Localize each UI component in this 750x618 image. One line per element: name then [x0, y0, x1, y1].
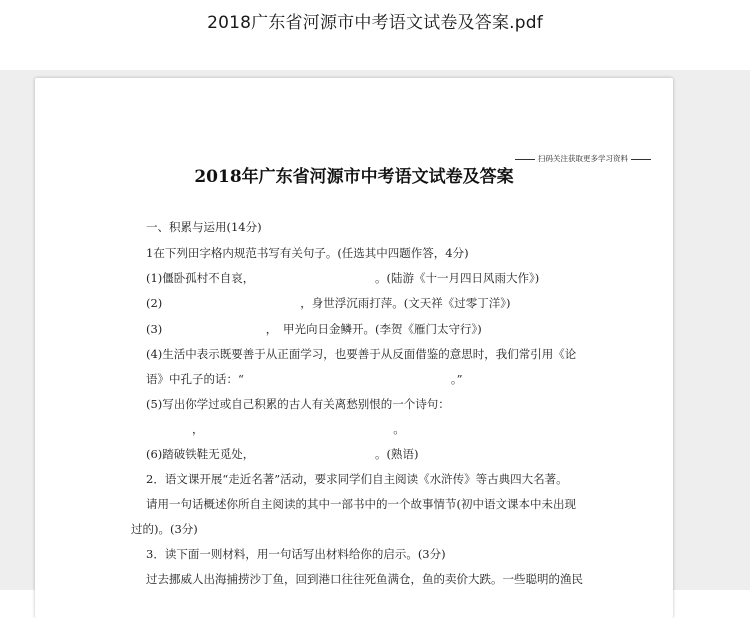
document-title: 2018年广东省河源市中考语文试卷及答案: [194, 167, 514, 187]
question-line: (4)生活中表示既要善于从正面学习，也要善于从反面借鉴的意思时，我们常引用《论: [146, 347, 577, 361]
question-line: 请用一句话概述你所自主阅读的其中一部书中的一个故事情节(初中语文课本中未出现: [146, 497, 576, 511]
promo-left-rule: [515, 159, 535, 160]
title-bar: [0, 0, 750, 70]
question-line: 1在下列田字格内规范书写有关句子。(任选其中四题作答，4分): [146, 246, 469, 260]
promo-right-rule: [631, 159, 651, 160]
question-line: (3) ， 甲光向日金鳞开。(李贺《雁门太守行》): [146, 322, 482, 336]
pdf-page: [35, 78, 673, 618]
question-line: 过的)。(3分): [131, 522, 198, 536]
section-heading: 一、积累与运用(14分): [146, 220, 262, 234]
question-line: 3．读下面一则材料，用一句话写出材料给你的启示。(3分): [146, 547, 446, 561]
question-line: 过去挪威人出海捕捞沙丁鱼，回到港口往往死鱼满仓，鱼的卖价大跌。一些聪明的渔民: [146, 572, 583, 586]
question-line: 2．语文课开展“走近名著”活动，要求同学们自主阅读《水浒传》等古典四大名著。: [146, 472, 568, 486]
question-line: (2) ，身世浮沉雨打萍。(文天祥《过零丁洋》): [146, 296, 511, 310]
question-line: 语》中孔子的话：“ 。”: [146, 372, 463, 386]
question-line: (5)写出你学过或自己积累的古人有关离愁别恨的一个诗句：: [146, 397, 450, 411]
question-line: (1)僵卧孤村不自哀， 。(陆游《十一月四日风雨大作》): [146, 271, 540, 285]
question-line: (6)踏破铁鞋无觅处， 。(熟语): [146, 447, 419, 461]
question-line: ， 。: [146, 422, 405, 436]
promo-text: 扫码关注获取更多学习资料: [538, 154, 628, 163]
file-title: 2018广东省河源市中考语文试卷及答案.pdf: [207, 13, 543, 33]
